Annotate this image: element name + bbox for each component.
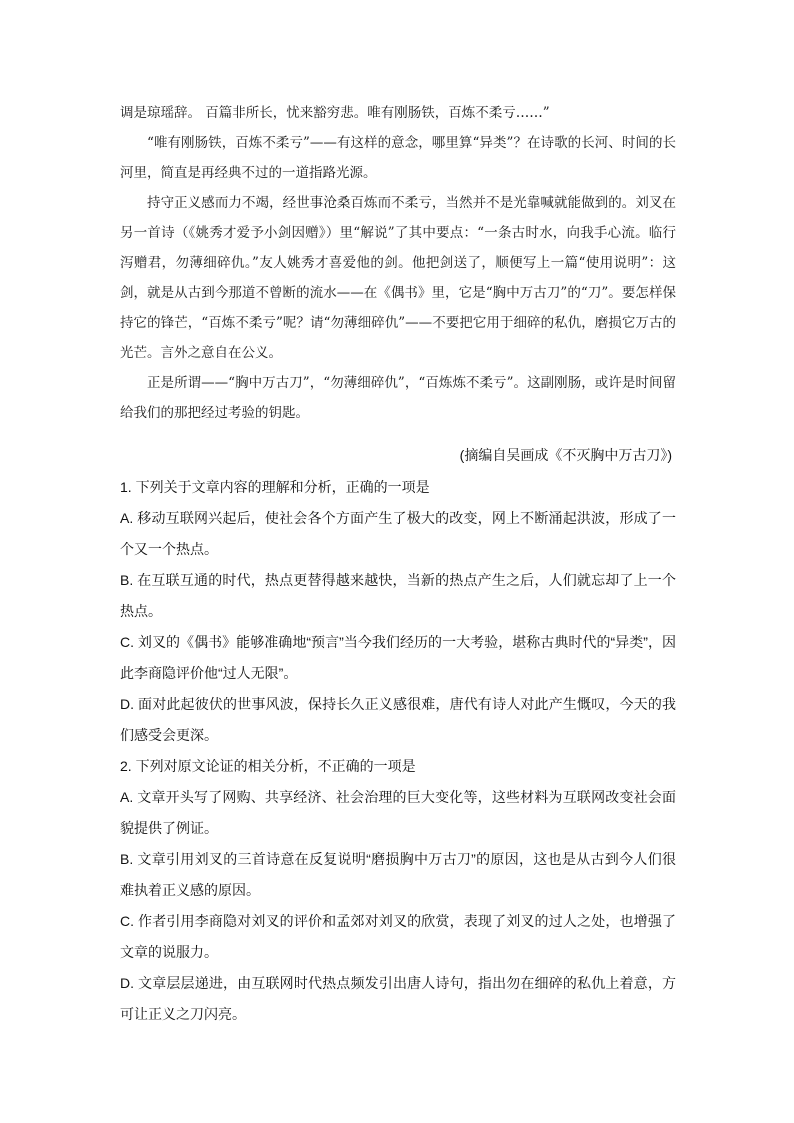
option-b[interactable]: B. 在互联互通的时代，热点更替得越来越快，当新的热点产生之后，人们就忘却了上一个热点。: [120, 572, 676, 619]
passage-paragraph: “唯有刚肠铁，百炼不柔亏”——有这样的意念，哪里算“异类”？在诗歌的长河、时间的长河里，简直是再经典不过的一道指路光源。: [120, 135, 676, 181]
question-stem: 2. 下列对原文论证的相关分析，不正确的一项是: [120, 758, 416, 774]
option-d[interactable]: D. 文章层层递进，由互联网时代热点频发引出唐人诗句，指出勿在细碎的私仇上着意，方可让正义之刀闪亮。: [120, 975, 676, 1022]
passage-paragraph: 调是琼瑶辞。 百篇非所长，忧来豁穷悲。唯有刚肠铁，百炼不柔亏……”: [120, 105, 550, 121]
passage-paragraph: 持守正义感而力不竭，经世事沧桑百炼而不柔亏，当然并不是光靠喊就能做到的。刘叉在另一首诗（《姚秀才爱予小剑因赠》）里“解说”了其中要点：“一条古时水，向我手心流。临行泻赠君，勿薄细碎仇。”友人姚秀才喜爱他的剑。他把剑送了，顺便写上一篇“使用说明”：这剑，就是从古到今那道不曾断的流水——在《偶书》里，它是“胸中万古刀”的“刀”。要怎样保持它的锋芒，“百炼不柔亏”呢？请“勿薄细碎仇”——不要把它用于细碎的私仇，磨损它万古的光芒。言外之意自在公义。: [120, 195, 676, 361]
option-a[interactable]: A. 文章开头写了网购、共享经济、社会治理的巨大变化等，这些材料为互联网改变社会面貌提供了例证。: [120, 789, 676, 836]
question-stem: 1. 下列关于文章内容的理解和分析，正确的一项是: [120, 479, 430, 495]
option-c[interactable]: C. 刘叉的《偶书》能够准确地“预言”当今我们经历的一大考验，堪称古典时代的“异类”，因此李商隐评价他“过人无限”。: [120, 634, 676, 681]
question-2: [120, 751, 676, 1030]
question-list: [120, 472, 676, 1030]
option-a[interactable]: A. 移动互联网兴起后，使社会各个方面产生了极大的改变，网上不断涌起洪波，形成了一个又一个热点。: [120, 510, 676, 557]
option-c[interactable]: C. 作者引用李商隐对刘叉的评价和孟郊对刘叉的欣赏，表现了刘叉的过人之处，也增强了文章的说服力。: [120, 913, 676, 960]
option-b[interactable]: B. 文章引用刘叉的三首诗意在反复说明“磨损胸中万古刀”的原因，这也是从古到今人们很难执着正义感的原因。: [120, 851, 676, 898]
reading-passage: [120, 98, 676, 428]
option-d[interactable]: D. 面对此起彼伏的世事风波，保持长久正义感很难，唐代有诗人对此产生慨叹，今天的我们感受会更深。: [120, 696, 676, 743]
passage-source: (摘编自吴画成《不灭胸中万古刀》): [459, 447, 672, 463]
question-1: [120, 472, 676, 751]
passage-paragraph: 正是所谓——“胸中万古刀”，“勿薄细碎仇”，“百炼炼不柔亏”。这副刚肠，或许是时间留给我们的那把经过考验的钥匙。: [120, 375, 676, 421]
